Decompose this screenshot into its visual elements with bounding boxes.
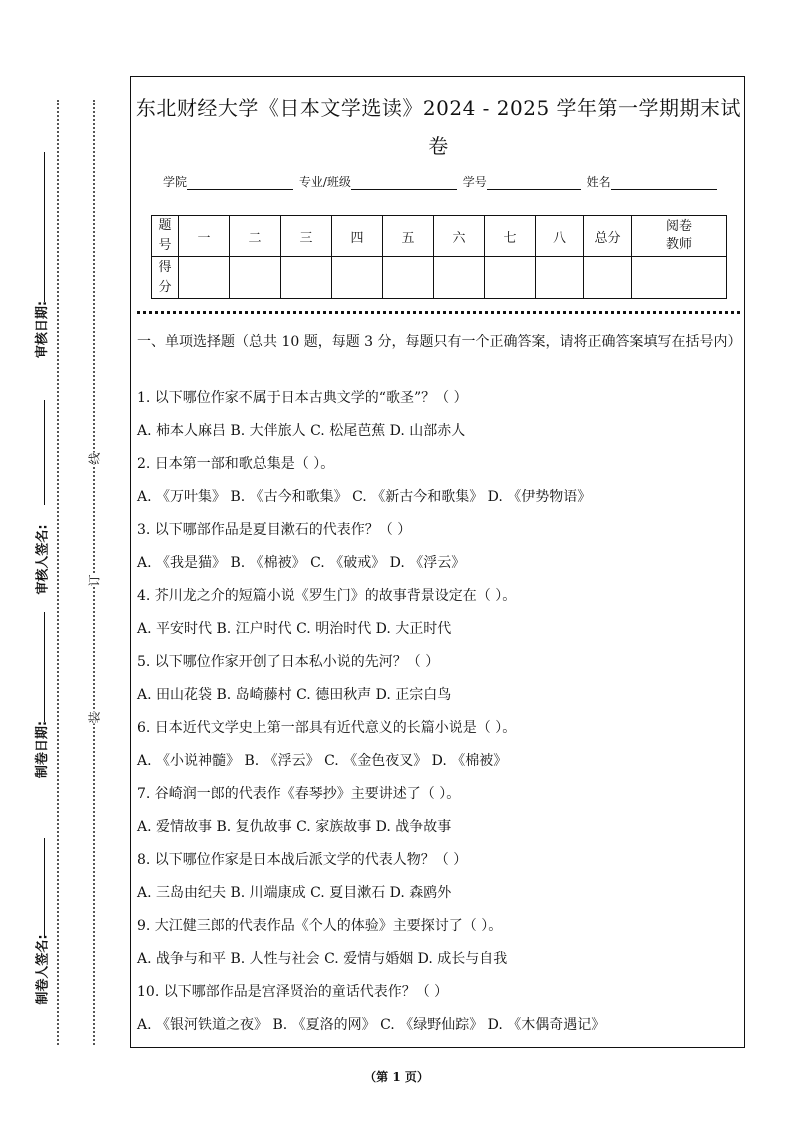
binding-dotted-line <box>57 100 59 1045</box>
question-3: 3. 以下哪部作品是夏目漱石的代表作？（ ） <box>137 522 412 538</box>
student-id-field[interactable] <box>487 175 581 190</box>
score-table-score-row <box>152 257 727 299</box>
college-label: 学院 <box>163 175 188 189</box>
signature-line <box>44 152 45 302</box>
signature-line <box>44 838 45 938</box>
question-number-header <box>152 216 179 257</box>
exam-title-line2: 卷 <box>428 134 449 158</box>
question-1: 1. 以下哪位作家不属于日本古典文学的“歌圣”？（ ） <box>137 390 468 406</box>
column-header: 二 <box>230 216 281 257</box>
signature-line <box>44 612 45 722</box>
question-4: 4. 芥川龙之介的短篇小说《罗生门》的故事背景设定在（ ）。 <box>137 588 517 604</box>
question-7: 7. 谷崎润一郎的代表作《春琴抄》主要讲述了（ ）。 <box>137 786 461 802</box>
major-label: 专业/班级 <box>298 175 351 189</box>
signature-line <box>44 400 45 505</box>
question-10: 10. 以下哪部作品是宫泽贤治的童话代表作？（ ） <box>137 984 449 1000</box>
question-2-options: A. 《万叶集》 B. 《古今和歌集》 C. 《新古今和歌集》 D. 《伊势物语》 <box>137 489 592 505</box>
exam-title-line1: 东北财经大学《日本文学选读》2024 - 2025 学年第一学期期末试 <box>135 96 742 120</box>
question-8: 8. 以下哪位作家是日本战后派文学的代表人物？（ ） <box>137 852 468 868</box>
dotted-separator <box>137 311 740 314</box>
question-4-options: A. 平安时代 B. 江户时代 C. 明治时代 D. 大正时代 <box>137 621 452 637</box>
review-date-label: 审核日期: <box>35 300 51 359</box>
page-number: （第 1 页） <box>364 1070 429 1084</box>
making-date-label: 制卷日期: <box>35 720 51 779</box>
column-header: 四 <box>332 216 383 257</box>
reviewer-label-line1: 阅卷 <box>665 219 692 234</box>
score-cell[interactable] <box>332 257 383 299</box>
reviewer-header <box>632 216 727 257</box>
question-number-label: 题号 <box>158 218 172 253</box>
column-header: 一 <box>179 216 230 257</box>
question-2: 2. 日本第一部和歌总集是（ ）。 <box>137 456 335 472</box>
score-table-header-row <box>152 216 727 257</box>
column-header: 三 <box>281 216 332 257</box>
score-cell[interactable] <box>383 257 434 299</box>
question-5-options: A. 田山花袋 B. 岛崎藤村 C. 德田秋声 D. 正宗白鸟 <box>137 687 452 703</box>
question-3-options: A. 《我是猫》 B. 《棉被》 C. 《破戒》 D. 《浮云》 <box>137 555 466 571</box>
question-5: 5. 以下哪位作家开创了日本私小说的先河？（ ） <box>137 654 440 670</box>
score-cell[interactable] <box>281 257 332 299</box>
student-info-row <box>163 173 719 190</box>
score-cell[interactable] <box>485 257 536 299</box>
score-label: 得分 <box>158 259 172 295</box>
score-cell[interactable] <box>179 257 230 299</box>
reviewer-cell[interactable] <box>632 257 727 299</box>
question-10-options: A. 《银河铁道之夜》 B. 《夏洛的网》 C. 《绿野仙踪》 D. 《木偶奇遇记》 <box>137 1017 606 1033</box>
exam-title <box>131 89 746 165</box>
score-table <box>151 215 727 299</box>
column-header: 八 <box>536 216 584 257</box>
college-field[interactable] <box>187 175 293 190</box>
question-9: 9. 大江健三郎的代表作品《个人的体验》主要探讨了（ ）。 <box>137 918 503 934</box>
maker-signature-label: 制卷人签名: <box>35 934 51 1005</box>
question-9-options: A. 战争与和平 B. 人性与社会 C. 爱情与婚姻 D. 成长与自我 <box>137 951 508 967</box>
major-field[interactable] <box>351 175 457 190</box>
reviewer-label-line2: 教师 <box>665 237 692 252</box>
column-header: 六 <box>434 216 485 257</box>
binding-dotted-line <box>93 100 95 1045</box>
binding-mark-xian: 线 <box>87 452 102 465</box>
score-header <box>152 257 179 299</box>
question-8-options: A. 三岛由纪夫 B. 川端康成 C. 夏目漱石 D. 森鸥外 <box>137 885 452 901</box>
question-7-options: A. 爱情故事 B. 复仇故事 C. 家族故事 D. 战争故事 <box>137 819 452 835</box>
question-6-options: A. 《小说神髓》 B. 《浮云》 C. 《金色夜叉》 D. 《棉被》 <box>137 753 508 769</box>
question-6: 6. 日本近代文学史上第一部具有近代意义的长篇小说是（ ）。 <box>137 720 517 736</box>
binding-mark-ding: 订 <box>87 574 102 587</box>
question-1-options: A. 柿本人麻吕 B. 大伴旅人 C. 松尾芭蕉 D. 山部赤人 <box>137 423 466 439</box>
column-header-total: 总分 <box>584 216 632 257</box>
exam-frame <box>130 76 745 1048</box>
score-cell[interactable] <box>230 257 281 299</box>
name-label: 姓名 <box>586 175 611 189</box>
score-cell[interactable] <box>434 257 485 299</box>
binding-mark-zhuang: 装 <box>87 711 102 724</box>
column-header: 五 <box>383 216 434 257</box>
section-heading: 一、单项选择题（总共 10 题，每题 3 分，每题只有一个正确答案，请将正确答案填写在括号内） <box>137 334 742 350</box>
reviewer-signature-label: 审核人签名: <box>35 524 51 595</box>
column-header: 七 <box>485 216 536 257</box>
score-cell[interactable] <box>536 257 584 299</box>
name-field[interactable] <box>611 175 717 190</box>
student-id-label: 学号 <box>462 175 487 189</box>
score-cell-total[interactable] <box>584 257 632 299</box>
